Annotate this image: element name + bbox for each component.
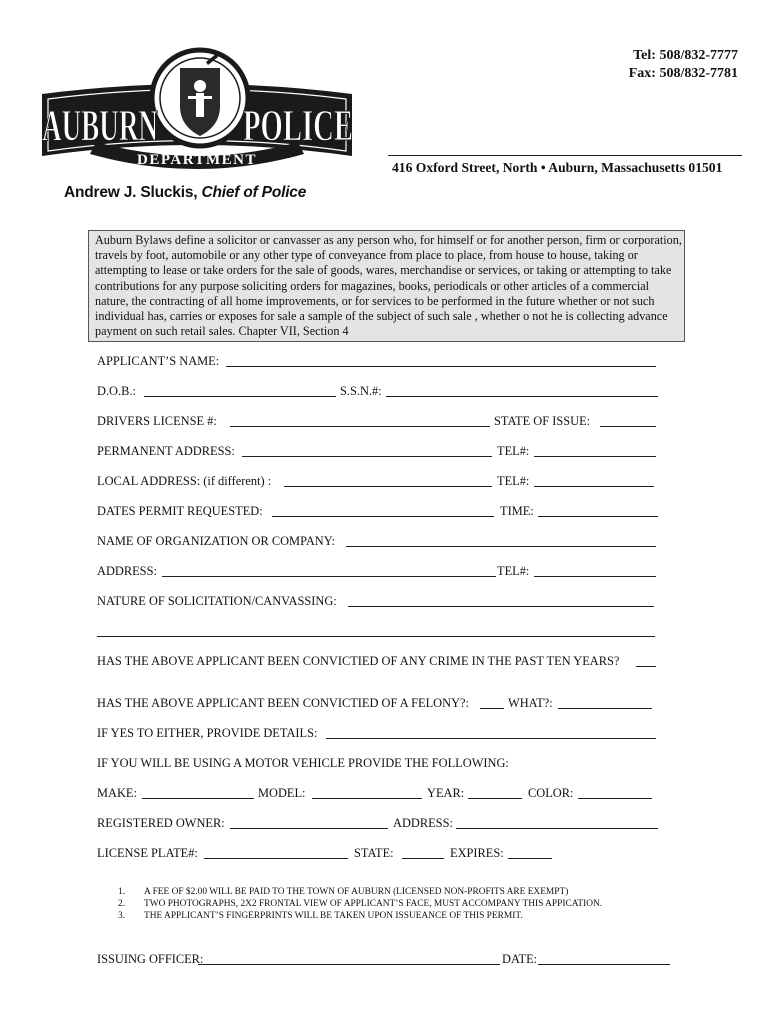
time-label: TIME:: [500, 504, 534, 518]
expires-field[interactable]: [508, 858, 552, 859]
requirement-item: 2. TWO PHOTOGRAPHS, 2X2 FRONTAL VIEW OF APPLICANT’S FACE, MUST ACCOMPANY THIS APPICATION.: [118, 899, 603, 909]
dates-permit-label: DATES PERMIT REQUESTED:: [97, 504, 263, 518]
chief-of-police: [64, 184, 306, 202]
logo-left-word: AUBURN: [42, 101, 159, 150]
expires-label: EXPIRES:: [450, 846, 504, 860]
owner-address-field[interactable]: [456, 828, 658, 829]
time-field[interactable]: [538, 516, 658, 517]
org-tel-label: TEL#:: [497, 564, 530, 578]
if-yes-label: IF YES TO EITHER, PROVIDE DETAILS:: [97, 726, 318, 740]
license-plate-field[interactable]: [204, 858, 348, 859]
dob-label: D.O.B.:: [97, 384, 136, 398]
massachusetts-seal-icon: [152, 50, 248, 146]
org-address-field[interactable]: [162, 576, 496, 577]
department-address: 416 Oxford Street, North • Auburn, Massachusetts 01501: [392, 160, 723, 175]
chief-name: Andrew J. Sluckis,: [64, 184, 202, 201]
applicant-name-label: APPLICANT’S NAME:: [97, 354, 220, 368]
local-tel-field[interactable]: [534, 486, 654, 487]
plate-state-field[interactable]: [402, 858, 444, 859]
permanent-tel-field[interactable]: [534, 456, 656, 457]
permanent-tel-label: TEL#:: [497, 444, 530, 458]
owner-address-label: ADDRESS:: [393, 816, 453, 830]
registered-owner-field[interactable]: [230, 828, 388, 829]
make-field[interactable]: [142, 798, 254, 799]
local-address-label: LOCAL ADDRESS: (if different) :: [97, 474, 272, 488]
requirement-item: 1. A FEE OF $2.00 WILL BE PAID TO THE TOWN OF AUBURN (LICENSED NON-PROFITS ARE EXEMPT): [118, 887, 569, 897]
permanent-address-field[interactable]: [242, 456, 492, 457]
org-tel-field[interactable]: [534, 576, 656, 577]
requirements-list: [118, 886, 602, 922]
state-of-issue-label: STATE OF ISSUE:: [494, 414, 591, 428]
convicted-felony-field[interactable]: [480, 708, 504, 709]
nature-field-continued[interactable]: [97, 636, 655, 637]
chief-title: Chief of Police: [201, 184, 307, 201]
local-tel-label: TEL#:: [497, 474, 530, 488]
state-of-issue-field[interactable]: [600, 426, 656, 427]
what-label: WHAT?:: [508, 696, 553, 710]
model-field[interactable]: [312, 798, 422, 799]
drivers-license-label: DRIVERS LICENSE #:: [97, 414, 217, 428]
auburn-police-logo: [36, 46, 358, 188]
model-label: MODEL:: [258, 786, 306, 800]
org-address-label: ADDRESS:: [97, 564, 157, 578]
drivers-license-field[interactable]: [230, 426, 490, 427]
bylaws-definition-box: Auburn Bylaws define a solicitor or canvasser as any person who, for himself or for another person, firm or corporation, travels by foot, automobile or any other type of conveyance from place to place, from house to house, taking or attempting to lease or take orders for the sale of goods, wares, merchandise or services, or taking or attempting to take contributions for any purpose soliciting orders for magazines, books, periodicals or other articles of a commercial nature, the contracting of all home improvements, or for services to be performed in the future whether or not such individual has, carries or exposes for sale a sample of the subject of such sale , whether o not he is collecting advance payment on such retail sales. Chapter VII, Section 4: [88, 230, 685, 342]
requirement-item: 3. THE APPLICANT’S FINGERPRINTS WILL BE TAKEN UPON ISSUEANCE OF THIS PERMIT.: [118, 911, 523, 921]
local-address-field[interactable]: [284, 486, 492, 487]
permanent-address-label: PERMANENT ADDRESS:: [97, 444, 235, 458]
ssn-field[interactable]: [386, 396, 658, 397]
what-field[interactable]: [558, 708, 652, 709]
registered-owner-label: REGISTERED OWNER:: [97, 816, 225, 830]
fax-number: Fax: 508/832-7781: [628, 66, 738, 81]
license-plate-label: LICENSE PLATE#:: [97, 846, 198, 860]
tel-number: Tel: 508/832-7777: [633, 48, 738, 63]
year-field[interactable]: [468, 798, 522, 799]
motor-vehicle-heading: IF YOU WILL BE USING A MOTOR VEHICLE PROVIDE THE FOLLOWING:: [97, 756, 509, 770]
nature-label: NATURE OF SOLICITATION/CANVASSING:: [97, 594, 337, 608]
color-label: COLOR:: [528, 786, 574, 800]
date-label: DATE:: [502, 952, 538, 966]
convicted-felony-question: HAS THE ABOVE APPLICANT BEEN CONVICTIED OF A FELONY?:: [97, 696, 469, 710]
org-name-label: NAME OF ORGANIZATION OR COMPANY:: [97, 534, 335, 548]
issuing-officer-label: ISSUING OFFICER:: [97, 952, 204, 966]
plate-state-label: STATE:: [354, 846, 394, 860]
applicant-name-field[interactable]: [226, 366, 656, 367]
logo-banner-text: DEPARTMENT: [136, 152, 258, 168]
color-field[interactable]: [578, 798, 652, 799]
convicted-crime-question: HAS THE ABOVE APPLICANT BEEN CONVICTIED OF ANY CRIME IN THE PAST TEN YEARS?: [97, 654, 620, 668]
year-label: YEAR:: [427, 786, 465, 800]
if-yes-field[interactable]: [326, 738, 656, 739]
address-divider: [388, 155, 742, 156]
convicted-crime-field[interactable]: [636, 666, 656, 667]
logo-right-word: POLICE: [243, 101, 353, 150]
nature-field[interactable]: [348, 606, 654, 607]
dates-permit-field[interactable]: [272, 516, 494, 517]
make-label: MAKE:: [97, 786, 137, 800]
issuing-officer-field[interactable]: [198, 964, 500, 965]
org-name-field[interactable]: [346, 546, 656, 547]
ssn-label: S.S.N.#:: [340, 384, 382, 398]
dob-field[interactable]: [144, 396, 336, 397]
date-field[interactable]: [538, 964, 670, 965]
